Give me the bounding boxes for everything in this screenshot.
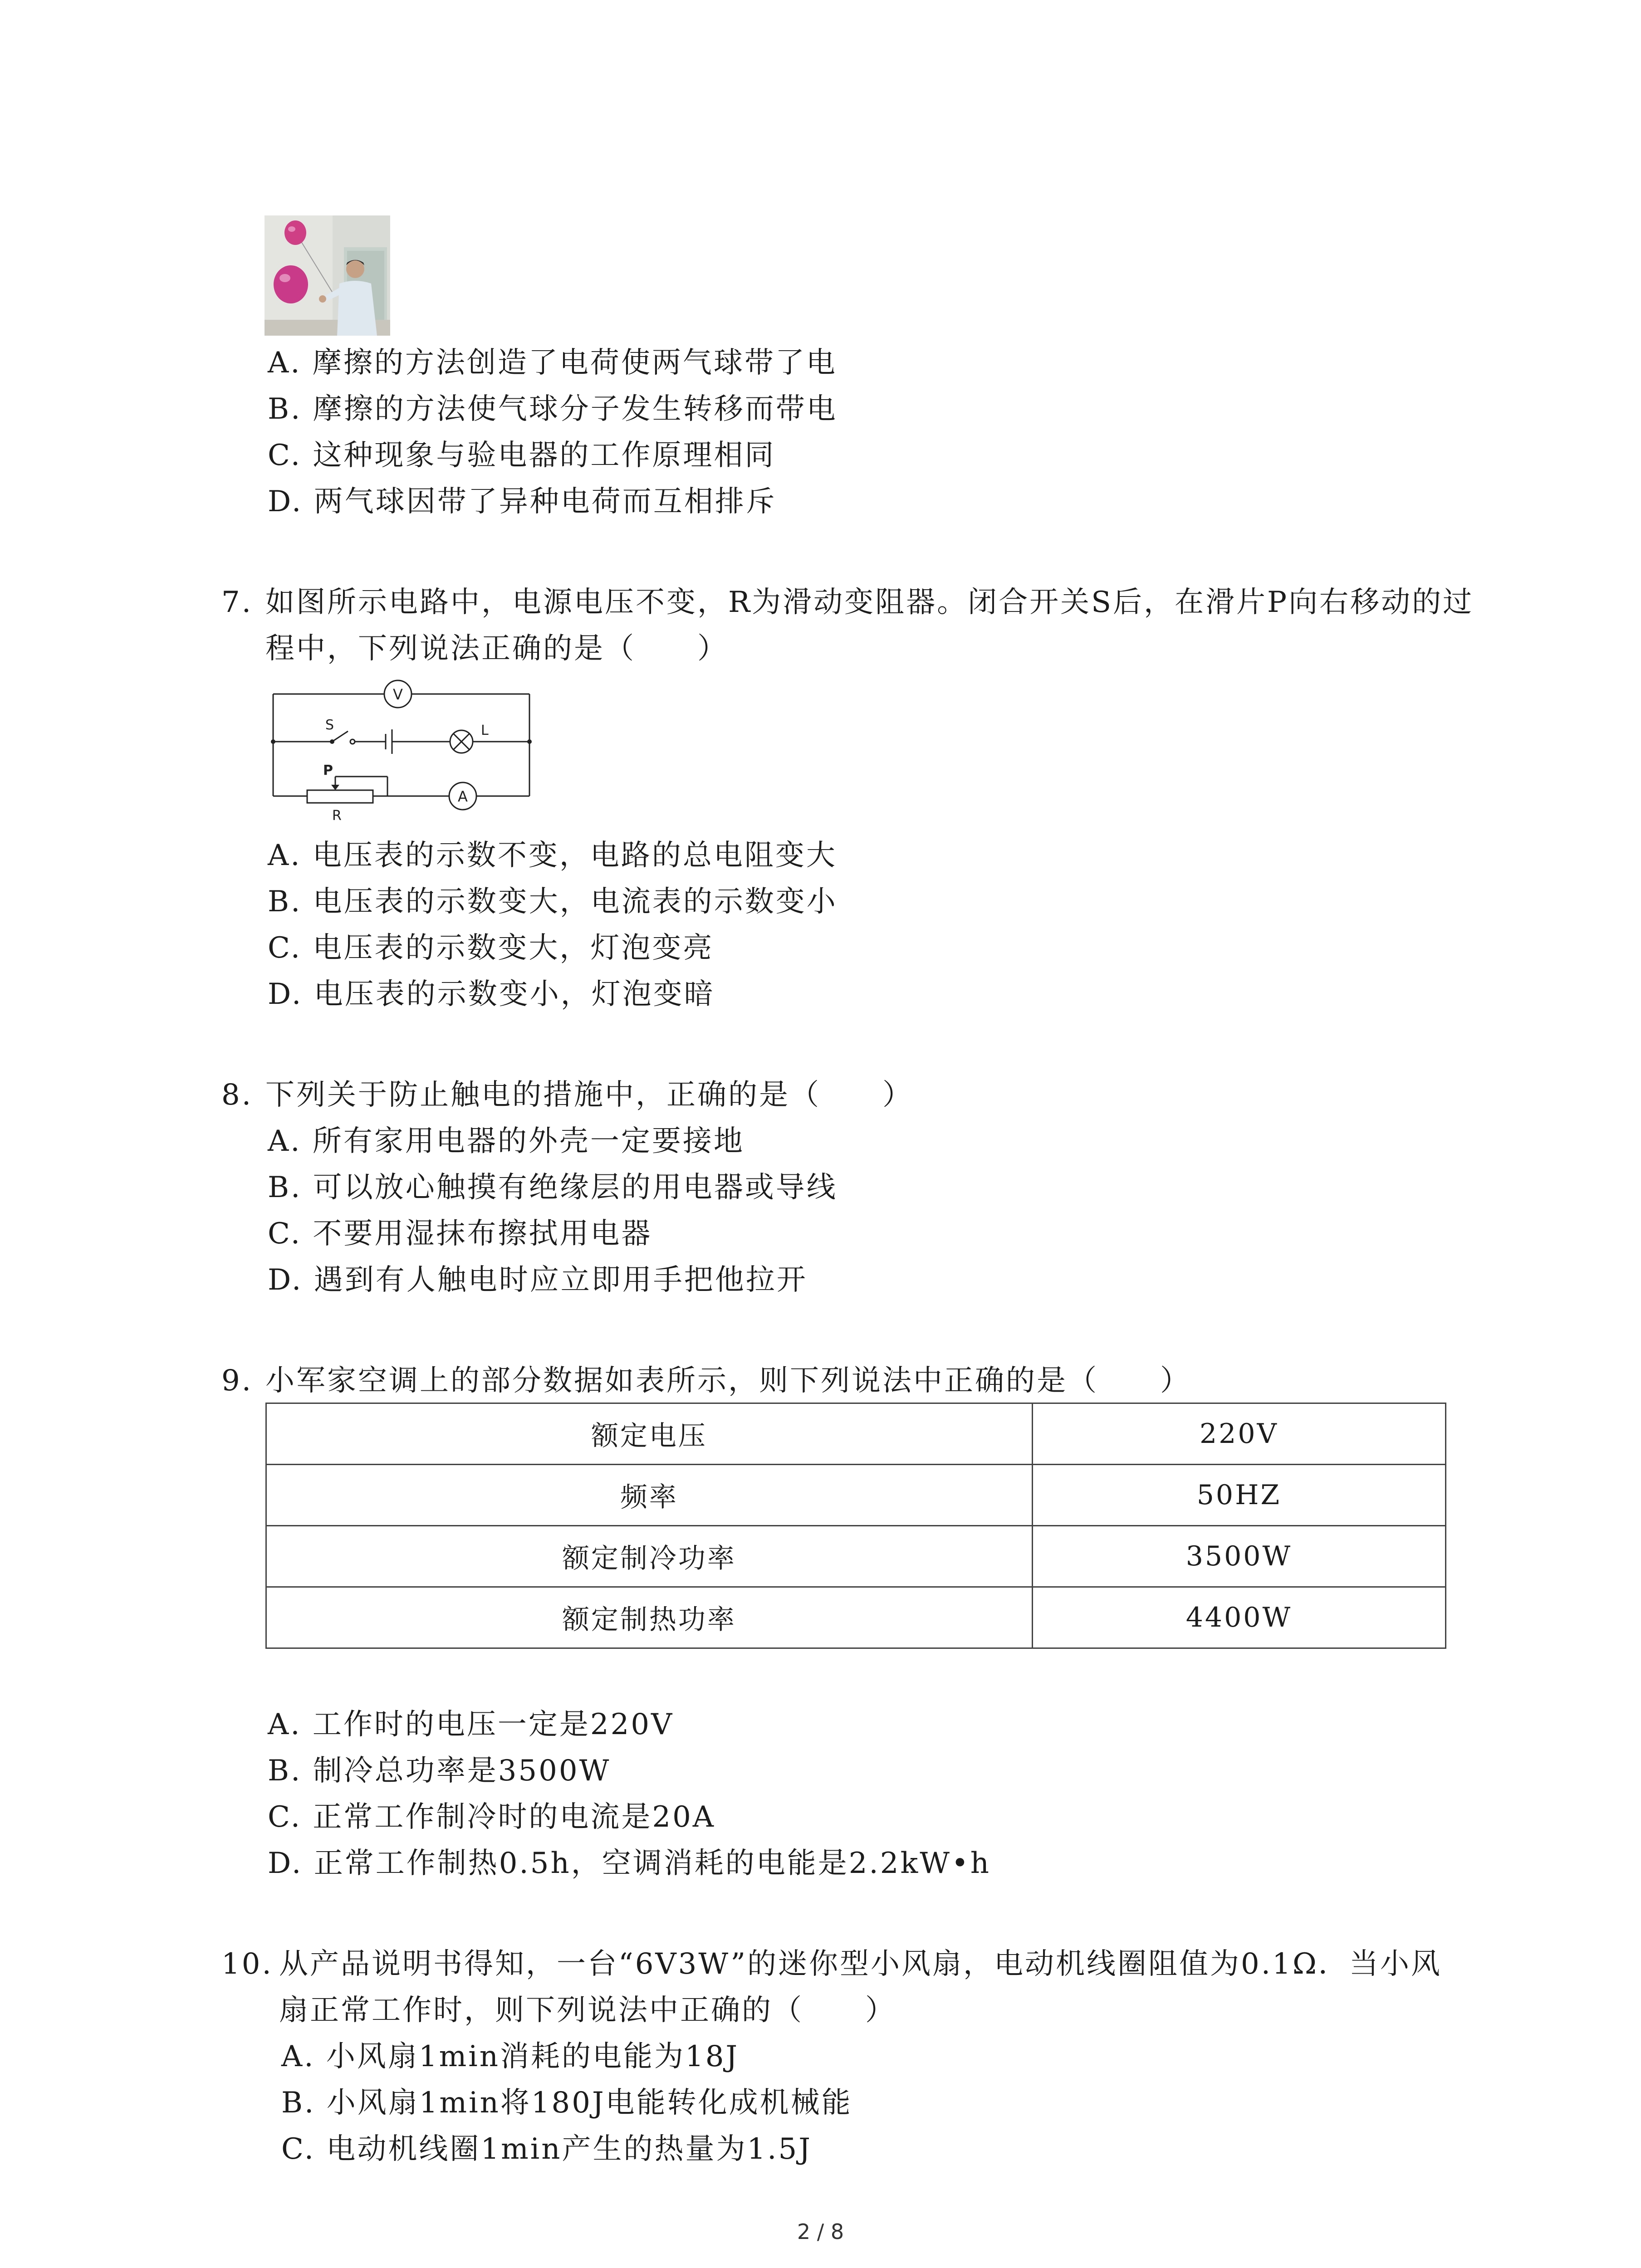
q9-option-b: B. 制冷总功率是3500W (268, 1754, 611, 1788)
q8-option-c: C. 不要用湿抹布擦拭用电器 (268, 1217, 652, 1251)
q8-option-a: A. 所有家用电器的外壳一定要接地 (268, 1124, 745, 1158)
table-cell: 220V (1032, 1403, 1445, 1465)
table-row (266, 1587, 1446, 1648)
table-row (266, 1403, 1446, 1465)
q7-stem-line1: 如图所示电路中，电源电压不变，R为滑动变阻器。闭合开关S后，在滑片P向右移动的过 (265, 586, 1474, 619)
q8-number: 8. (221, 1078, 253, 1112)
q6-option-a: A. 摩擦的方法创造了电荷使两气球带了电 (268, 346, 837, 380)
table-cell: 50HZ (1032, 1465, 1445, 1526)
q8-stem: 下列关于防止触电的措施中，正确的是（ ） (265, 1078, 913, 1112)
q10-number: 10. (221, 1947, 273, 1981)
switch-label: S (325, 717, 334, 733)
q7-circuit-diagram (269, 676, 536, 826)
q10-stem-line1: 从产品说明书得知，一台“6V3W”的迷你型小风扇，电动机线圈阻值为0.1Ω．当小风 (279, 1947, 1442, 1981)
q8-option-b: B. 可以放心触摸有绝缘层的用电器或导线 (268, 1171, 838, 1204)
q7-option-c: C. 电压表的示数变大，灯泡变亮 (268, 931, 714, 965)
q7-option-a: A. 电压表的示数不变，电路的总电阻变大 (268, 839, 837, 872)
q10-option-c: C. 电动机线圈1min产生的热量为1.5J (281, 2132, 812, 2166)
table-cell: 3500W (1032, 1526, 1445, 1587)
q9-option-c: C. 正常工作制冷时的电流是20A (268, 1800, 716, 1834)
q6-option-d: D. 两气球因带了异种电荷而互相排斥 (268, 485, 777, 518)
q9-option-a: A. 工作时的电压一定是220V (268, 1708, 674, 1741)
q9-option-d: D. 正常工作制热0.5h，空调消耗的电能是2.2kW•h (268, 1847, 991, 1880)
table-row (266, 1526, 1446, 1587)
slider-label: P (323, 763, 333, 778)
rheostat-symbol (307, 790, 373, 803)
q7-stem-line2: 程中，下列说法正确的是（ ） (265, 632, 728, 665)
q7-number: 7. (221, 586, 253, 619)
aircon-spec-table (265, 1403, 1446, 1649)
q6-option-b: B. 摩擦的方法使气球分子发生转移而带电 (268, 392, 838, 426)
ammeter-label: A (458, 788, 468, 805)
table-row (266, 1465, 1446, 1526)
table-cell: 4400W (1032, 1587, 1445, 1648)
q10-option-b: B. 小风扇1min将180J电能转化成机械能 (281, 2086, 852, 2120)
q9-stem: 小军家空调上的部分数据如表所示，则下列说法中正确的是（ ） (265, 1364, 1191, 1398)
table-cell: 频率 (266, 1465, 1033, 1526)
q8-option-d: D. 遇到有人触电时应立即用手把他拉开 (268, 1263, 808, 1297)
voltmeter-label: V (393, 686, 403, 703)
q10-stem-line2: 扇正常工作时，则下列说法中正确的（ ） (279, 1994, 896, 2027)
q7-option-d: D. 电压表的示数变小，灯泡变暗 (268, 978, 715, 1011)
lamp-label: L (481, 723, 489, 738)
table-cell: 额定制热功率 (266, 1587, 1033, 1648)
balloon-photo-image (265, 215, 390, 336)
q10-option-a: A. 小风扇1min消耗的电能为18J (281, 2040, 740, 2073)
resistor-label: R (332, 808, 342, 824)
q6-option-c: C. 这种现象与验电器的工作原理相同 (268, 439, 776, 472)
q9-number: 9. (221, 1364, 253, 1398)
table-cell: 额定制冷功率 (266, 1526, 1033, 1587)
table-cell: 额定电压 (266, 1403, 1033, 1465)
balloon-photo (265, 215, 390, 336)
page-number: 2 / 8 (797, 2219, 844, 2244)
q7-option-b: B. 电压表的示数变大，电流表的示数变小 (268, 885, 838, 919)
